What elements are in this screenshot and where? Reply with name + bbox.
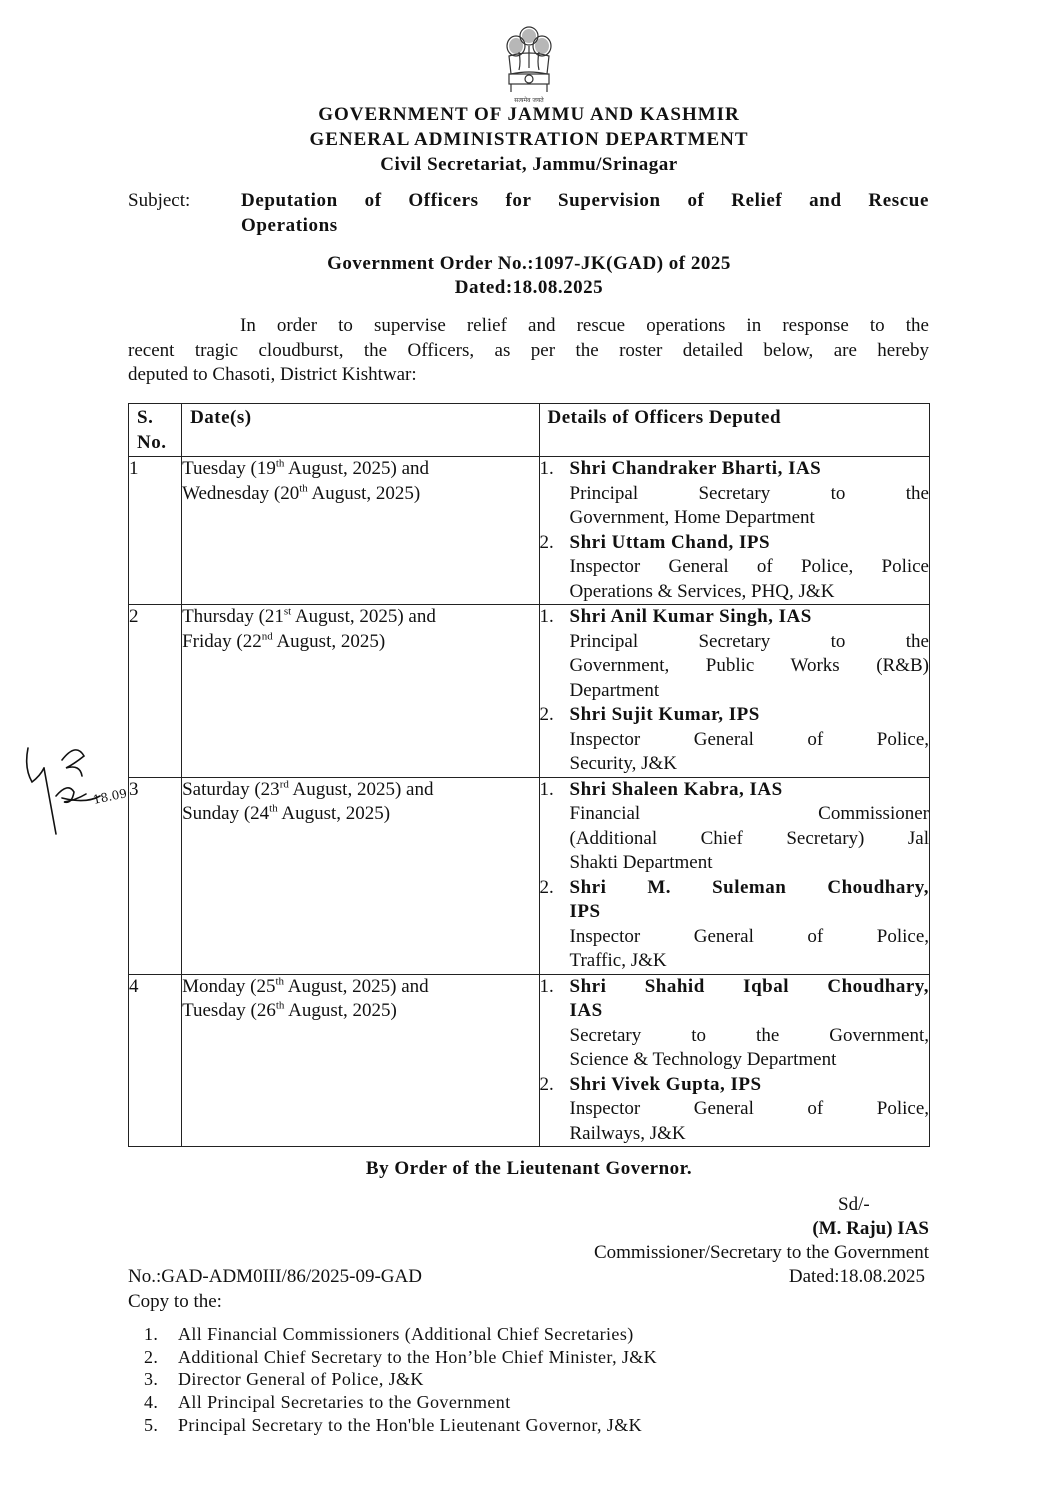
header-address: Civil Secretariat, Jammu/Srinagar: [380, 154, 678, 175]
officer-name: Shri Vivek Gupta, IPS: [569, 1073, 762, 1095]
list-item: 1. All Financial Commissioners (Additional Chief Secretaries): [144, 1324, 634, 1344]
row-sno: 2: [129, 605, 182, 778]
emblem-caption: सत्यमेव जयते: [514, 97, 544, 104]
order-date: Dated:18.08.2025: [454, 277, 604, 298]
header-department: GENERAL ADMINISTRATION DEPARTMENT: [309, 129, 749, 150]
officer-name: Shri Shahid Iqbal Choudhary,: [569, 975, 929, 997]
officer-name: Shri Shaleen Kabra, IAS: [569, 778, 783, 800]
officer-name: Shri Sujit Kumar, IPS: [569, 704, 760, 725]
officer-entry: 2. Shri Uttam Chand, IPS Inspector General of Police, Police Operations & Services, PHQ, J&K: [539, 531, 929, 602]
handwritten-date: 18.09: [91, 786, 129, 807]
row-sno: 4: [129, 974, 182, 1147]
header-sno: S. No.: [129, 404, 182, 457]
officer-entry: 1. Shri Shahid Iqbal Choudhary, IAS Secretary to the Government, Science & Technology Department: [539, 975, 929, 1070]
officer-entry: 1. Shri Anil Kumar Singh, IAS Principal Secretary to the Government, Public Works (R&B) Department: [539, 606, 929, 701]
signatory-designation: Commissioner/Secretary to the Government: [593, 1242, 929, 1263]
signed-mark: Sd/-: [838, 1194, 870, 1215]
header-government: GOVERNMENT OF JAMMU AND KASHMIR: [318, 104, 740, 125]
officer-entry: 2. Shri Sujit Kumar, IPS Inspector General of Police, Security, J&K: [539, 704, 929, 774]
list-item: 2. Additional Chief Secretary to the Hon’ble Chief Minister, J&K: [144, 1346, 658, 1367]
row-sno: 1: [129, 457, 182, 605]
officer-name: Shri M. Suleman Choudhary,: [569, 876, 929, 898]
body-paragraph: [128, 314, 929, 388]
order-number: Government Order No.:1097-JK(GAD) of 2025: [327, 253, 731, 274]
body-line-3: deputed to Chasoti, District Kishtwar:: [128, 364, 417, 385]
list-item: 4. All Principal Secretaries to the Government: [144, 1392, 511, 1413]
officer-entry: 1. Shri Shaleen Kabra, IAS Financial Commissioner (Additional Chief Secretary) Jal Shakti Department: [539, 778, 929, 873]
table-row: [129, 974, 930, 1147]
table-row: [129, 457, 930, 605]
copy-list: [144, 1323, 657, 1437]
body-line-2: recent tragic cloudburst, the Officers, as per the roster detailed below, are hereby: [128, 339, 929, 361]
officer-name: Shri Anil Kumar Singh, IAS: [569, 606, 812, 627]
subject-text-line1: Deputation of Officers for Supervision of Relief and Rescue: [241, 190, 929, 211]
row-dates: Saturday (23rd August, 2025) and Sunday (24th August, 2025): [182, 777, 539, 974]
by-order-line: By Order of the Lieutenant Governor.: [365, 1158, 693, 1179]
table-row: [129, 777, 930, 974]
state-emblem-icon: [499, 22, 559, 108]
row-officers: [539, 605, 930, 778]
row-dates: Monday (25th August, 2025) and Tuesday (26th August, 2025): [182, 974, 539, 1147]
row-sno: 3: [129, 777, 182, 974]
officer-name: Shri Uttam Chand, IPS: [569, 531, 771, 553]
officer-entry: 2. Shri M. Suleman Choudhary, IPS Inspector General of Police, Traffic, J&K: [539, 876, 929, 971]
row-dates: Thursday (21st August, 2025) and Friday (22nd August, 2025): [182, 605, 539, 778]
row-dates: Tuesday (19th August, 2025) and Wednesday (20th August, 2025): [182, 457, 539, 605]
header-dates: Date(s): [182, 404, 539, 457]
reference-number: No.:GAD-ADM0III/86/2025-09-GAD: [128, 1266, 422, 1287]
reference-date: Dated:18.08.2025: [788, 1266, 925, 1287]
officer-entry: 1. Shri Chandraker Bharti, IAS Principal Secretary to the Government, Home Department: [539, 458, 929, 528]
table-row: [129, 605, 930, 778]
row-officers: [539, 974, 930, 1147]
subject-text-line2: Operations: [241, 215, 338, 236]
copy-to-label: Copy to the:: [128, 1291, 222, 1312]
signatory-name: (M. Raju) IAS: [812, 1218, 929, 1239]
officer-name: Shri Chandraker Bharti, IAS: [569, 458, 822, 479]
handwritten-signature: [14, 738, 134, 842]
list-item: 5. Principal Secretary to the Hon'ble Lieutenant Governor, J&K: [144, 1414, 642, 1435]
subject-label: Subject:: [128, 190, 191, 211]
row-officers: [539, 777, 930, 974]
roster-table: [128, 403, 930, 1147]
officer-entry: 2. Shri Vivek Gupta, IPS Inspector General of Police, Railways, J&K: [539, 1073, 929, 1144]
list-item: 3. Director General of Police, J&K: [144, 1369, 424, 1390]
header-officers: Details of Officers Deputed: [539, 404, 930, 457]
table-header-row: [129, 404, 930, 457]
row-officers: [539, 457, 930, 605]
body-line-1: In order to supervise relief and rescue operations in response to the: [240, 315, 929, 336]
